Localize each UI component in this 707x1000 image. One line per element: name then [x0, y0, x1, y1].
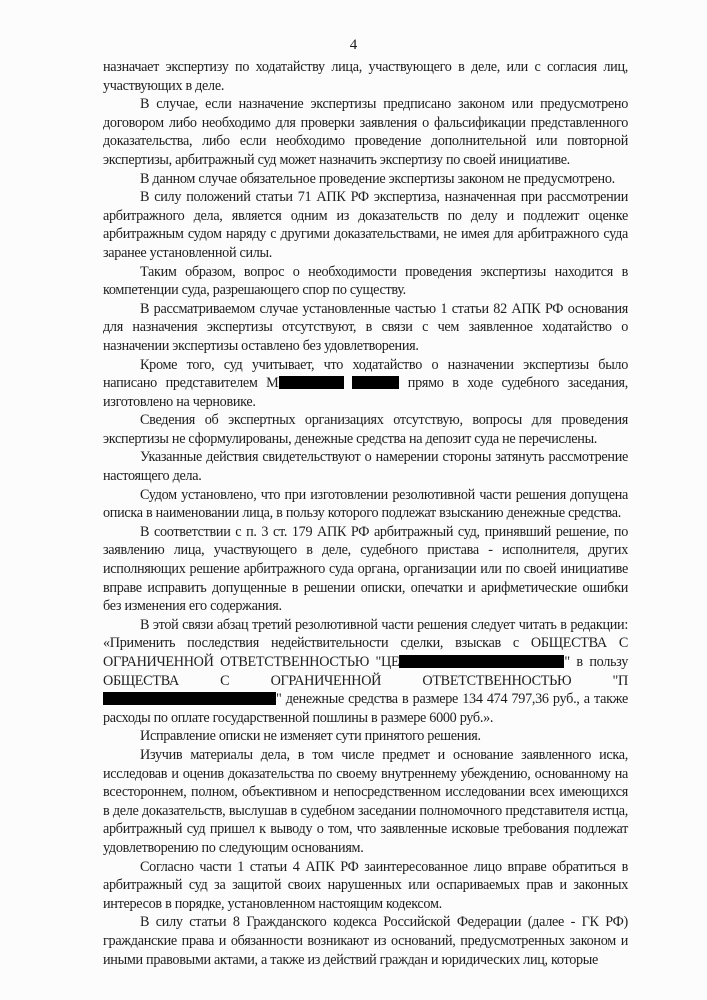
paragraph: Кроме того, суд учитывает, что ходатайство о назначении экспертизы было написано представителем М прямо в ходе судебного заседания, изготовлено на черновике.	[103, 356, 628, 410]
paragraph: В силу статьи 8 Гражданского кодекса Российской Федерации (далее - ГК РФ) гражданские права и обязанности возникают из оснований, предусмотренных законом и иными правовыми актами, а также из действий граждан и юридических лиц, которые	[103, 914, 628, 968]
paragraph: В случае, если назначение экспертизы предписано законом или предусмотрено договором либо необходимо для проверки заявления о фальсификации представленного доказательства, либо если необходимо проведение дополнительной или повторной экспертизы, арбитражный суд может назначить экспертизу по своей инициативе.	[103, 96, 628, 168]
paragraph: В рассматриваемом случае установленные частью 1 статьи 82 АПК РФ основания для назначения экспертизы отсутствуют, в связи с чем заявленное ходатайство о назначении экспертизы оставлено без удовлетворения.	[103, 300, 628, 354]
redaction-box	[103, 692, 276, 705]
paragraph: В соответствии с п. 3 ст. 179 АПК РФ арбитражный суд, принявший решение, по заявлению лица, участвующего в деле, судебного пристава - исполнителя, других исполняющих решение арбитражного суда органа, организации или по своей инициативе вправе исправить допущенные в решении описки, опечатки и арифметические ошибки без изменения его содержания.	[103, 523, 628, 615]
paragraph: Указанные действия свидетельствуют о намерении стороны затянуть рассмотрение настоящего дела.	[103, 449, 628, 485]
paragraph: Сведения об экспертных организациях отсутствую, вопросы для проведения экспертизы не сформулированы, денежные средства на депозит суда не перечислены.	[103, 412, 628, 447]
paragraph: назначает экспертизу по ходатайству лица, участвующего в деле, или с согласия лиц, участвующих в деле.	[103, 59, 628, 94]
paragraph: Таким образом, вопрос о необходимости проведения экспертизы находится в компетенции суда, разрешающего спор по существу.	[103, 263, 628, 299]
redaction-box	[399, 655, 564, 668]
paragraph: В силу положений статьи 71 АПК РФ экспертиза, назначенная при рассмотрении арбитражного дела, является одним из доказательств по делу и подлежит оценке арбитражным судом наряду с другими доказательствами, не имея для арбитражного суда заранее установленной силы.	[103, 189, 628, 261]
paragraph: В данном случае обязательное проведение экспертизы законом не предусмотрено.	[140, 170, 615, 187]
paragraph: Судом установлено, что при изготовлении резолютивной части решения допущена описка в наименовании лица, в пользу которого подлежат взысканию денежные средства.	[103, 486, 628, 522]
redaction-box	[279, 376, 344, 389]
page-number: 4	[349, 37, 358, 53]
paragraph: Согласно части 1 статьи 4 АПК РФ заинтересованное лицо вправе обратиться в арбитражный суд за защитой своих нарушенных или оспариваемых прав и законных интересов в порядке, установленном настоящим кодексом.	[103, 858, 628, 912]
document-body	[103, 58, 628, 969]
paragraph: Изучив материалы дела, в том числе предмет и основание заявленного иска, исследовав и оценив доказательства по своему внутреннему убеждению, основанному на всестороннем, полном, объективном и непосредственном исследовании всех имеющихся в деле доказательств, выслушав в судебном заседании полномочного представителя истца, арбитражный суд пришел к выводу о том, что заявленные исковые требования подлежат удовлетворению по следующим основаниям.	[103, 746, 628, 856]
redaction-box	[352, 376, 399, 389]
paragraph: В этой связи абзац третий резолютивной части решения следует читать в редакции: «Применить последствия недействительности сделки, взыскав с ОБЩЕСТВА С ОГРАНИЧЕННОЙ ОТВЕТСТВЕННОСТЬЮ "ЦЕ " в пользу ОБЩЕСТВА С ОГРАНИЧЕННОЙ ОТВЕТСТВЕННОСТЬЮ "П" денежные средства в размере 134 474 797,36 руб., а также расходы по оплате государственной пошлины в размере 6000 руб.».	[103, 616, 628, 726]
paragraph: Исправление описки не изменяет сути принятого решения.	[140, 728, 481, 745]
